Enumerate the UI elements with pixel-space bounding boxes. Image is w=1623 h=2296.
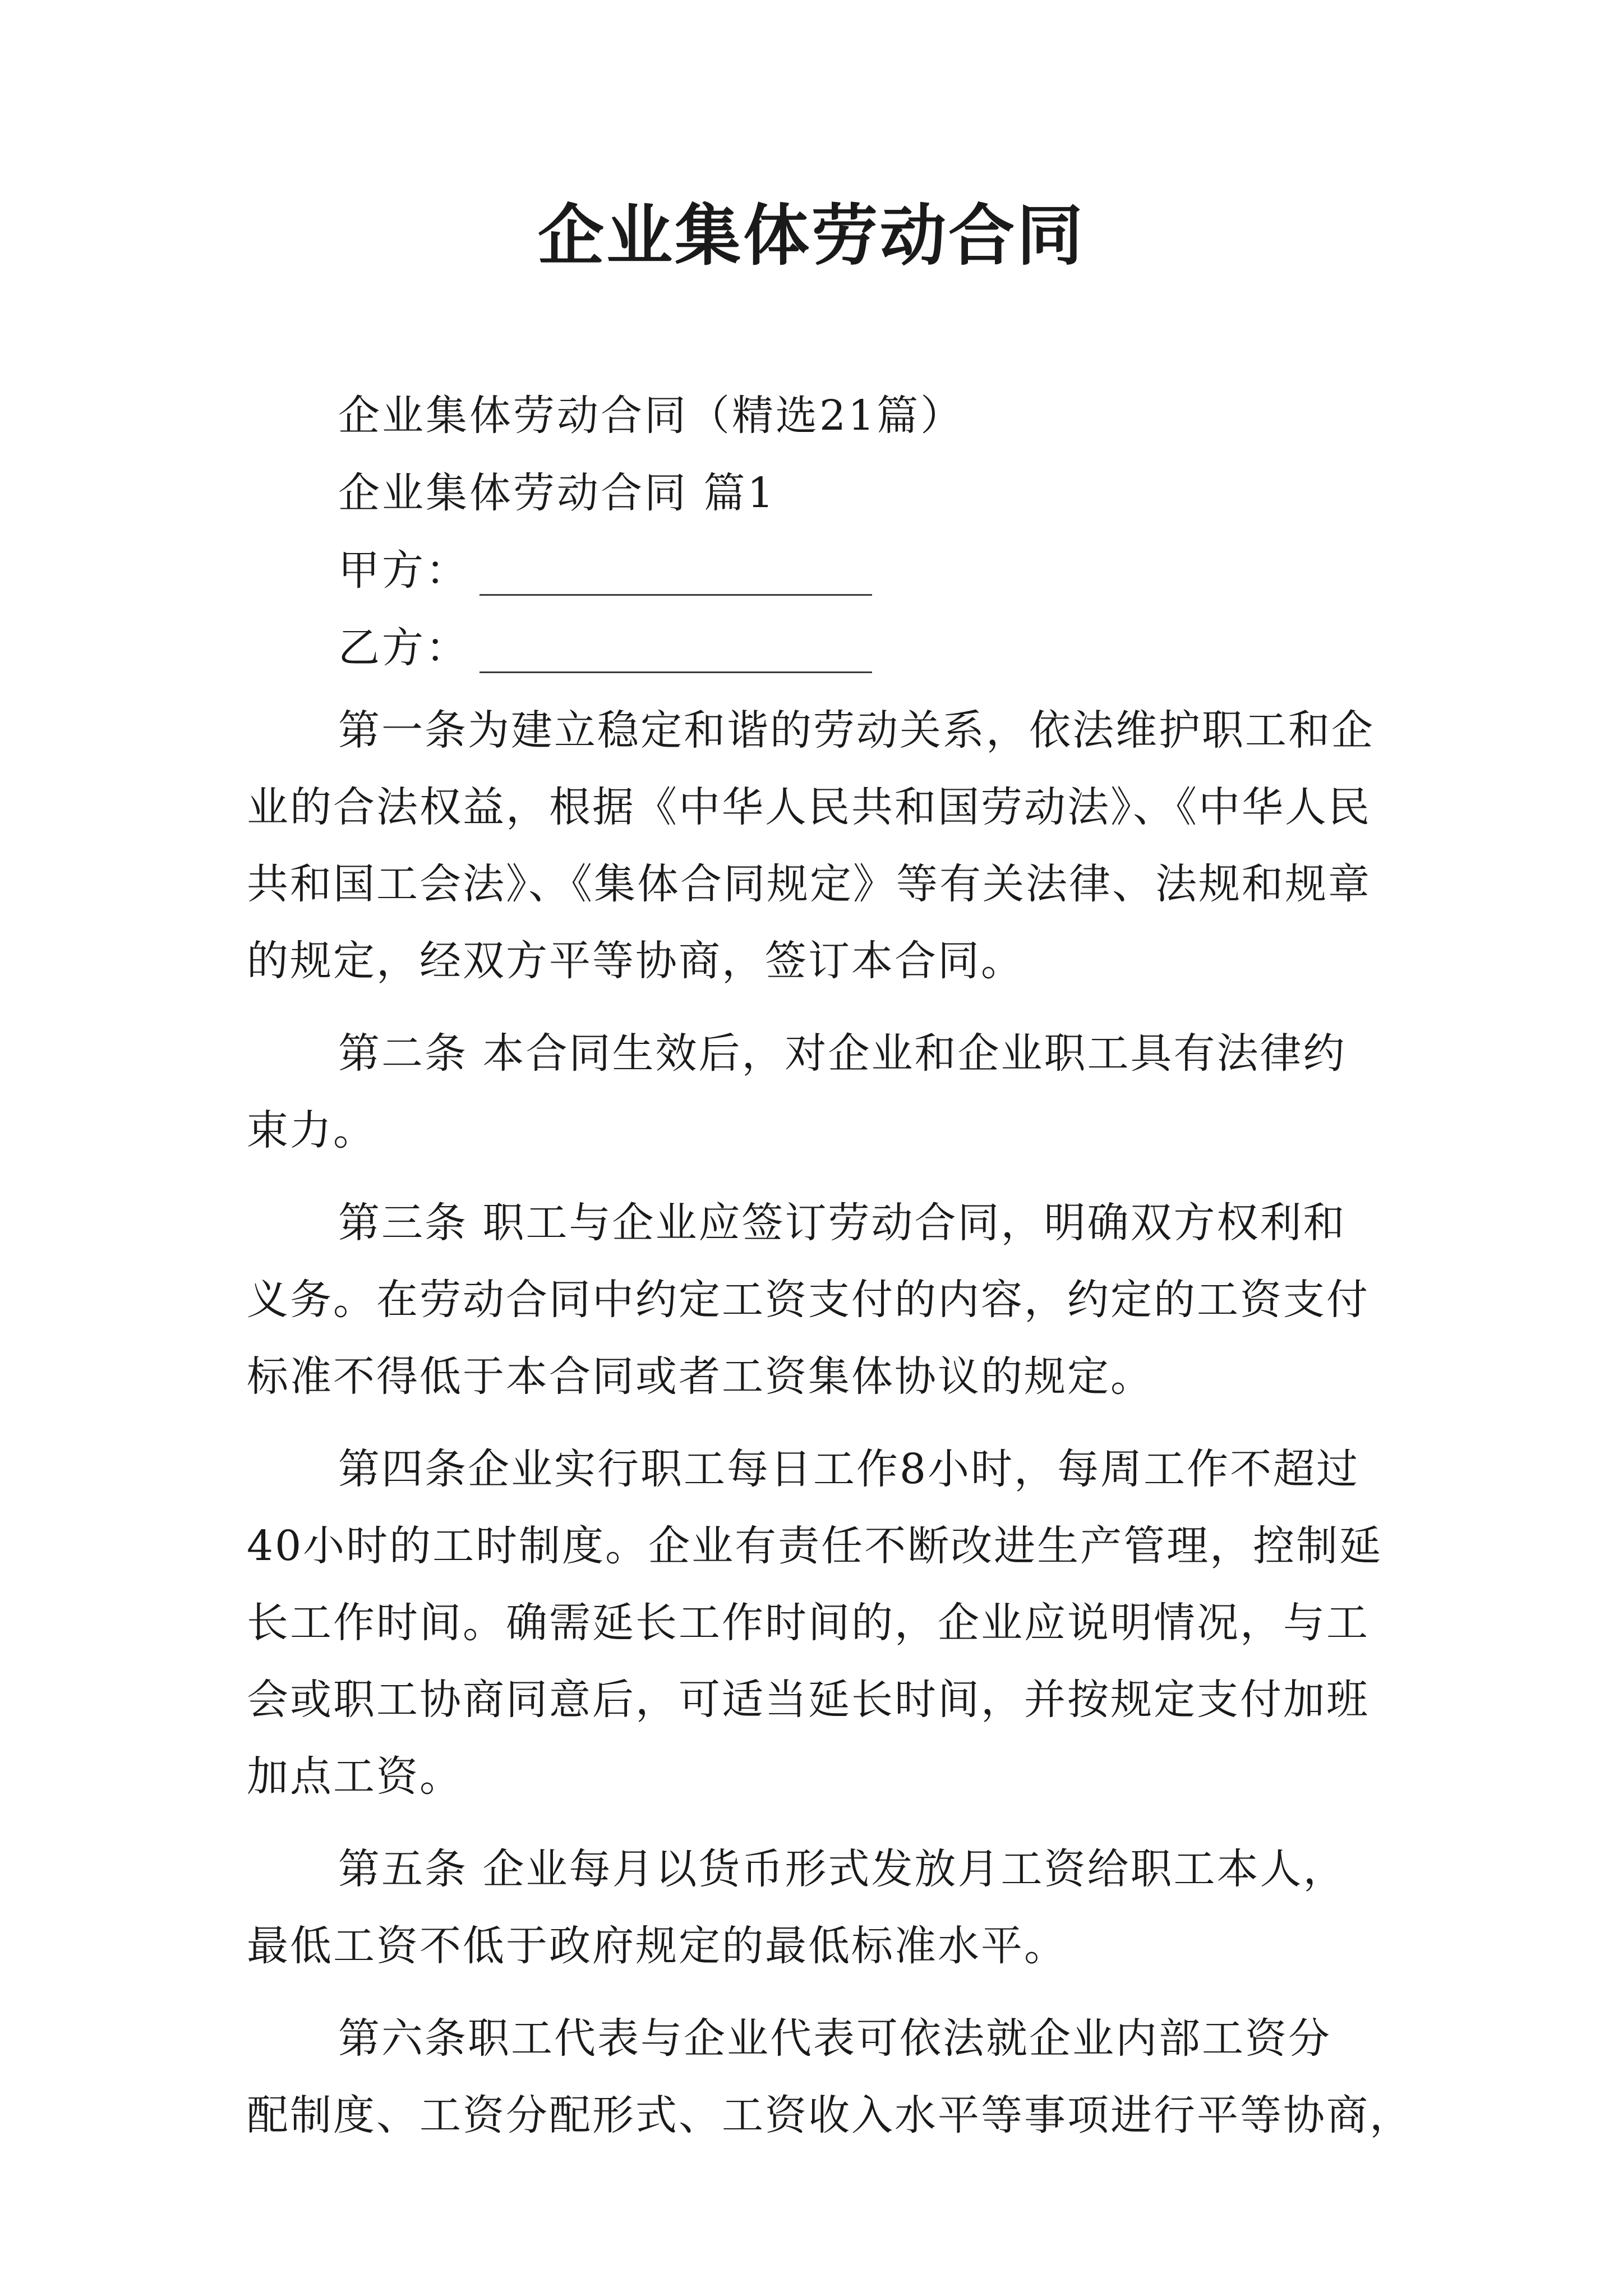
article-paragraph <box>247 692 1391 1000</box>
party-b-label: 乙方： <box>338 624 469 672</box>
document-body <box>247 377 1413 2170</box>
paragraph-line: 的规定，经双方平等协商，签订本合同。 <box>247 937 1024 985</box>
paragraph-line: 第五条 企业每月以货币形式发放月工资给职工本人， <box>338 1845 1347 1893</box>
paragraph-line: 第三条 职工与企业应签订劳动合同，明确双方权利和 <box>338 1199 1347 1247</box>
paragraph-line: 长工作时间。确需延长工作时间的，企业应说明情况，与工 <box>247 1599 1370 1647</box>
article-paragraph <box>247 1015 1391 1169</box>
article-paragraph <box>247 1431 1391 1815</box>
paragraph-line: 束力。 <box>247 1106 376 1154</box>
paragraph-line: 共和国工会法》、《集体合同规定》等有关法律、法规和规章 <box>247 860 1371 908</box>
paragraph-line: 配制度、工资分配形式、工资收入水平等事项进行平等协商， <box>247 2091 1413 2139</box>
party-a-line <box>247 532 1391 609</box>
paragraph-line: 加点工资。 <box>247 1752 463 1801</box>
article-paragraph <box>247 2000 1413 2154</box>
article-paragraph <box>247 1185 1391 1415</box>
paragraph-line: 标准不得低于本合同或者工资集体协议的规定。 <box>247 1352 1154 1401</box>
paragraph-line: 第一条为建立稳定和谐的劳动关系，依法维护职工和企 <box>338 706 1375 754</box>
paragraph-line: 第二条 本合同生效后，对企业和企业职工具有法律约 <box>338 1029 1347 1078</box>
document-title: 企业集体劳动合同 <box>537 196 1085 274</box>
party-a-blank <box>479 593 872 596</box>
paragraph-line: 40小时的工时制度。企业有责任不断改进生产管理，控制延 <box>247 1522 1383 1570</box>
document-subtitle: 企业集体劳动合同（精选21篇） <box>338 392 965 440</box>
paragraph-line: 业的合法权益，根据《中华人民共和国劳动法》、《中华人民 <box>247 783 1371 831</box>
party-a-label: 甲方： <box>338 546 469 595</box>
section-heading: 企业集体劳动合同 篇1 <box>338 469 776 517</box>
article-paragraph <box>247 1831 1391 1985</box>
article-list <box>247 692 1413 2154</box>
paragraph-line: 义务。在劳动合同中约定工资支付的内容，约定的工资支付 <box>247 1276 1370 1324</box>
party-b-blank <box>479 671 872 673</box>
paragraph-line: 第六条职工代表与企业代表可依法就企业内部工资分 <box>338 2014 1331 2063</box>
paragraph-line: 第四条企业实行职工每日工作8小时，每周工作不超过 <box>338 1445 1360 1493</box>
paragraph-line: 最低工资不低于政府规定的最低标准水平。 <box>247 1922 1067 1970</box>
party-b-line <box>247 609 1391 687</box>
paragraph-line: 会或职工协商同意后，可适当延长时间，并按规定支付加班 <box>247 1676 1370 1724</box>
